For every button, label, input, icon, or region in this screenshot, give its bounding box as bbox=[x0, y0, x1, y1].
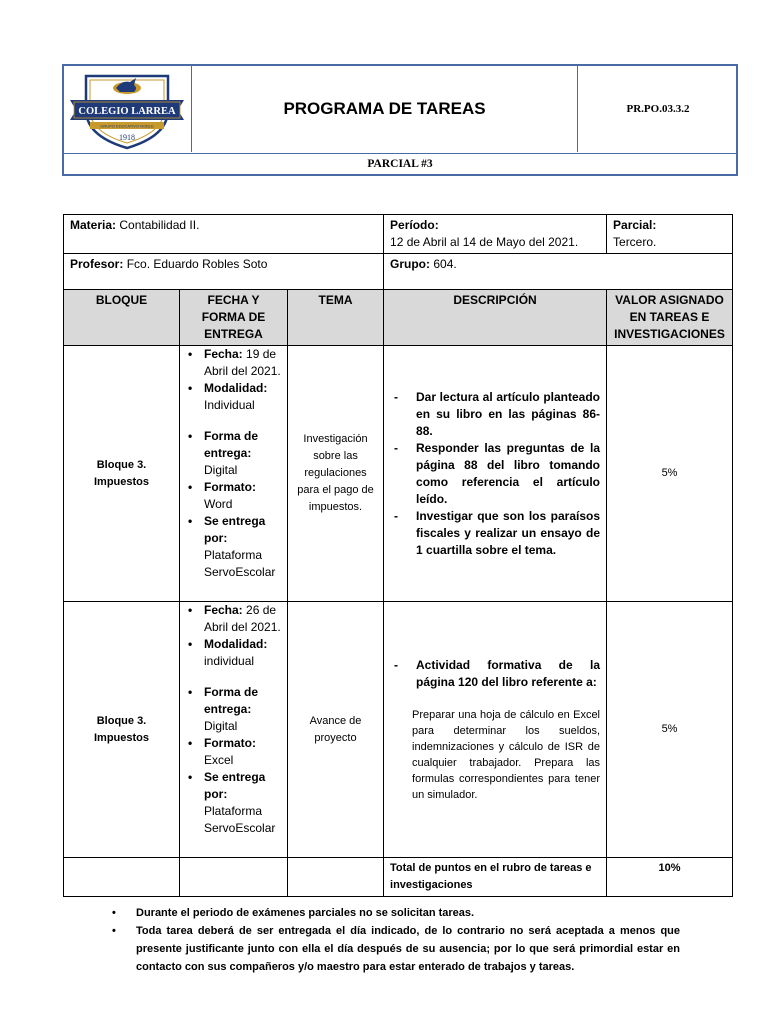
profesor-value: Fco. Eduardo Robles Soto bbox=[126, 257, 268, 271]
list-item: • Fecha: 26 de Abril del 2021. bbox=[204, 602, 283, 636]
list-item: • Modalidad: individual bbox=[204, 636, 283, 670]
list-item: • Durante el periodo de exámenes parciales no se solicitan tareas. bbox=[136, 904, 680, 922]
empty-cell bbox=[288, 858, 384, 897]
profesor-label: Profesor: bbox=[70, 257, 124, 271]
document-header bbox=[62, 64, 738, 176]
col-header-valor: VALOR ASIGNADO EN TAREAS E INVESTIGACIONES bbox=[607, 290, 733, 346]
materia-value: Contabilidad II. bbox=[119, 218, 200, 232]
list-item: • Formato: Word bbox=[204, 479, 283, 513]
bloque-cell: Bloque 3. Impuestos bbox=[64, 602, 180, 858]
parcial-info-value: Tercero. bbox=[613, 235, 657, 249]
parcial-info-label: Parcial: bbox=[613, 218, 657, 232]
periodo-label: Período: bbox=[390, 218, 439, 232]
materia-label: Materia: bbox=[70, 218, 117, 232]
valor-cell: 5% bbox=[607, 346, 733, 602]
col-header-fecha: FECHA Y FORMA DE ENTREGA bbox=[180, 290, 288, 346]
list-item: • Modalidad: Individual bbox=[204, 380, 283, 414]
descripcion-cell bbox=[384, 346, 607, 602]
tema-cell: Investigación sobre las regulaciones para el pago de impuestos. bbox=[288, 346, 384, 602]
list-item: • Se entrega por: Plataforma ServoEscolar bbox=[204, 513, 283, 581]
list-item: • Forma de entrega: Digital bbox=[204, 684, 283, 735]
total-row bbox=[64, 858, 733, 897]
empty-cell bbox=[64, 858, 180, 897]
empty-cell bbox=[180, 858, 288, 897]
bloque-cell: Bloque 3. Impuestos bbox=[64, 346, 180, 602]
tema-cell: Avance de proyecto bbox=[288, 602, 384, 858]
tasks-table bbox=[63, 214, 733, 897]
profesor-cell bbox=[64, 254, 384, 290]
col-header-tema: TEMA bbox=[288, 290, 384, 346]
total-value: 10% bbox=[607, 858, 733, 897]
info-row-2 bbox=[64, 254, 733, 290]
periodo-value: 12 de Abril al 14 de Mayo del 2021. bbox=[390, 235, 579, 249]
column-header-row bbox=[64, 290, 733, 346]
logo-name: COLEGIO LARREA bbox=[78, 106, 176, 117]
col-header-descripcion: DESCRIPCIÓN bbox=[384, 290, 607, 346]
list-item: - Dar lectura al artículo planteado en su libro en las páginas 86-88. bbox=[416, 389, 600, 440]
info-row-1 bbox=[64, 215, 733, 254]
page-title: PROGRAMA DE TAREAS bbox=[192, 66, 578, 152]
list-item: - Actividad formativa de la página 120 del libro referente a: bbox=[416, 657, 600, 691]
total-label: Total de puntos en el rubro de tareas e investigaciones bbox=[384, 858, 607, 897]
list-item: • Se entrega por: Plataforma ServoEscolar bbox=[204, 769, 283, 837]
footnotes bbox=[110, 904, 680, 976]
parcial-label: PARCIAL #3 bbox=[367, 158, 433, 170]
list-item: • Fecha: 19 de Abril del 2021. bbox=[204, 346, 283, 380]
materia-cell bbox=[64, 215, 384, 254]
header-top-row bbox=[64, 66, 736, 154]
parcial-cell bbox=[607, 215, 733, 254]
logo-year: 1918 bbox=[119, 133, 135, 142]
col-header-bloque: BLOQUE bbox=[64, 290, 180, 346]
document-code: PR.PO.03.3.2 bbox=[626, 103, 690, 115]
table-row bbox=[64, 602, 733, 858]
colegio-larrea-logo bbox=[64, 66, 190, 152]
descripcion-paragraph: Preparar una hoja de cálculo en Excel para determinar los sueldos, indemnizaciones y cálculo de ISR de cualquier trabajador. Prepara las formulas correspondientes para tener un simulador. bbox=[412, 708, 601, 801]
grupo-value: 604. bbox=[433, 257, 457, 271]
list-item: • Formato: Excel bbox=[204, 735, 283, 769]
logo-subtitle: GRUPO EDUCATIVO NOBLE bbox=[100, 123, 154, 129]
list-item: • Forma de entrega: Digital bbox=[204, 428, 283, 479]
grupo-label: Grupo: bbox=[390, 257, 431, 271]
entrega-cell bbox=[180, 602, 288, 858]
periodo-cell bbox=[384, 215, 607, 254]
list-item: • Toda tarea deberá de ser entregada el día indicado, de lo contrario no será aceptada a menos que presente justificante junto con ella el día después de su ausencia; por lo que será primordial estar en contacto con sus compañeros y/o maestro para estar enterado de trabajos y tareas. bbox=[136, 922, 680, 976]
entrega-cell bbox=[180, 346, 288, 602]
table-row bbox=[64, 346, 733, 602]
school-logo-cell bbox=[64, 66, 192, 152]
list-item: - Investigar que son los paraísos fiscales y realizar un ensayo de 1 cuartilla sobre el tema. bbox=[416, 508, 600, 559]
descripcion-cell bbox=[384, 602, 607, 858]
grupo-cell bbox=[384, 254, 733, 290]
list-item: - Responder las preguntas de la página 88 del libro tomando como referencia el artículo leído. bbox=[416, 440, 600, 508]
valor-cell: 5% bbox=[607, 602, 733, 858]
